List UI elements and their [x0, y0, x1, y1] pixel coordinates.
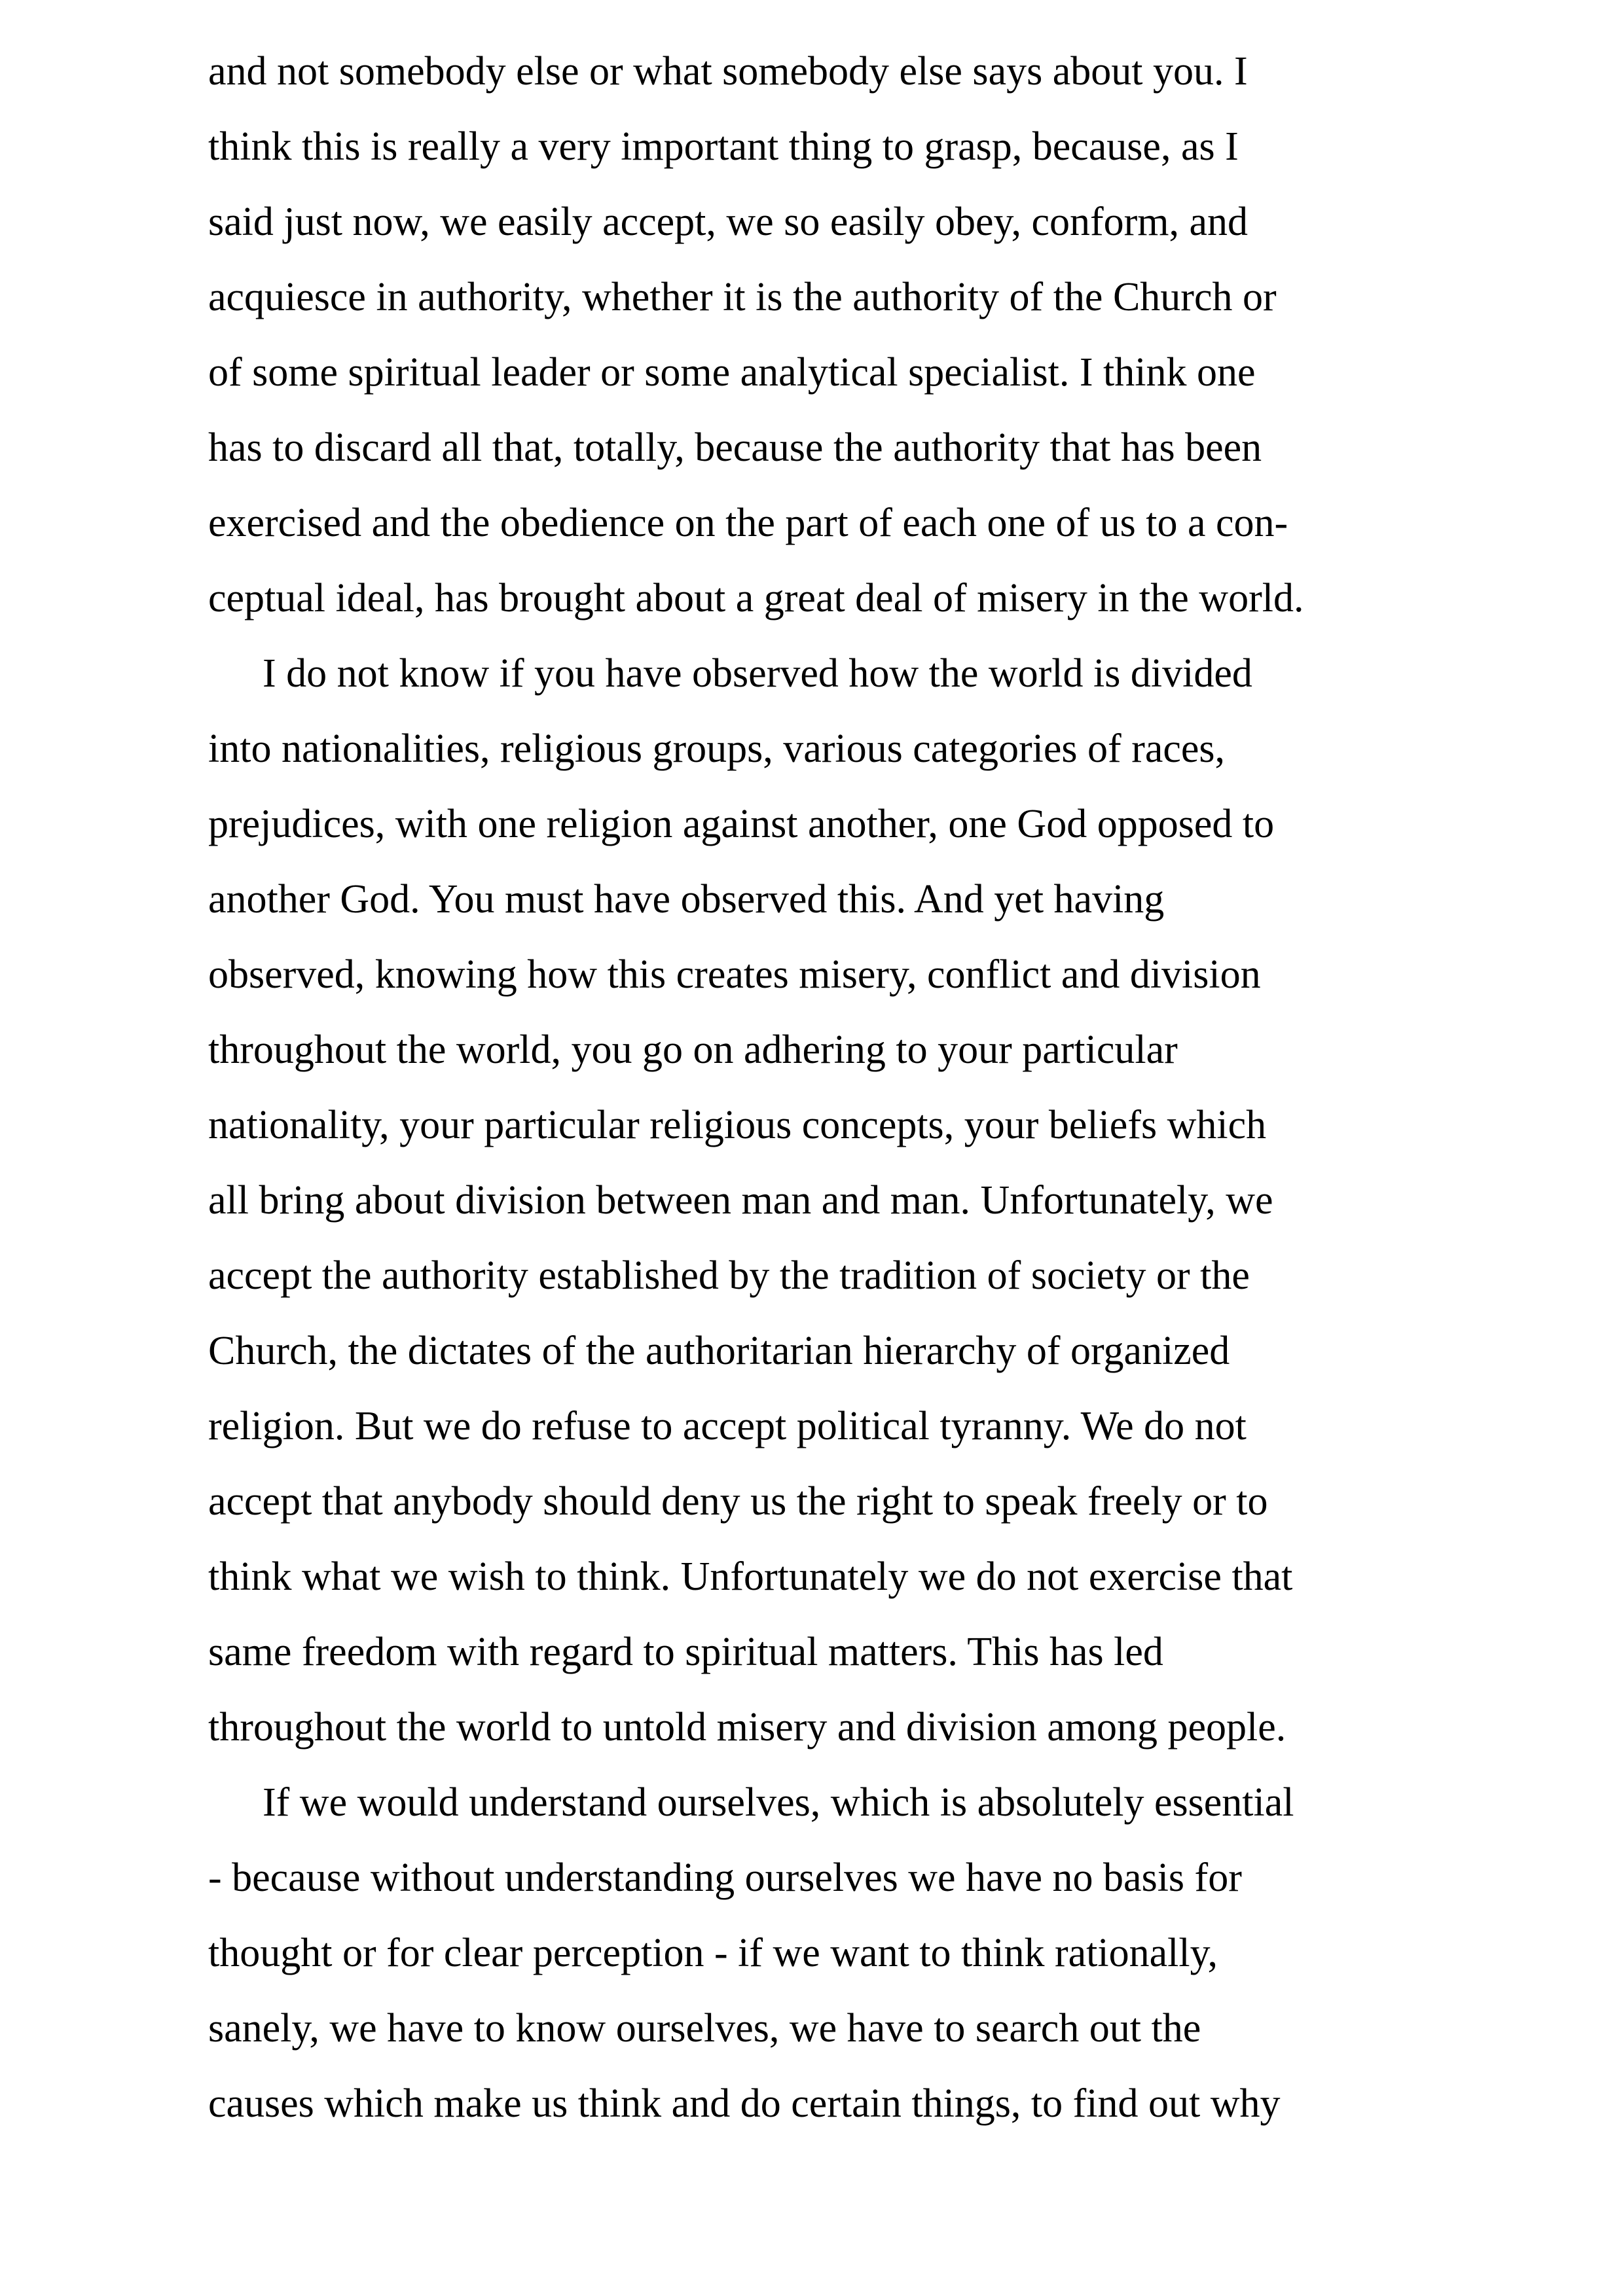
- text-line: throughout the world to untold misery and division among people.: [208, 1705, 1286, 1749]
- text-line: another God. You must have observed this. And yet having: [208, 877, 1165, 922]
- text-line: religion. But we do refuse to accept political tyranny. We do not: [208, 1404, 1247, 1448]
- text-line: prejudices, with one religion against another, one God opposed to: [208, 802, 1275, 846]
- text-line: same freedom with regard to spiritual matters. This has led: [208, 1630, 1163, 1674]
- text-line: causes which make us think and do certain things, to find out why: [208, 2081, 1281, 2126]
- paragraph-1: [208, 34, 1452, 636]
- text-line: acquiesce in authority, whether it is the authority of the Church or: [208, 275, 1277, 319]
- text-line: said just now, we easily accept, we so easily obey, conform, and: [208, 200, 1248, 244]
- text-line: exercised and the obedience on the part of each one of us to a con-: [208, 501, 1288, 545]
- text-line-indented: I do not know if you have observed how the world is divided: [263, 651, 1252, 696]
- text-line: think what we wish to think. Unfortunately we do not exercise that: [208, 1554, 1293, 1599]
- text-line: and not somebody else or what somebody else says about you. I: [208, 49, 1248, 94]
- text-line: - because without understanding ourselves we have no basis for: [208, 1856, 1242, 1900]
- text-line: accept the authority established by the tradition of society or the: [208, 1253, 1250, 1298]
- text-line: of some spiritual leader or some analytical specialist. I think one: [208, 350, 1256, 395]
- text-line: all bring about division between man and man. Unfortunately, we: [208, 1178, 1273, 1223]
- paragraph-3: [208, 1765, 1452, 2142]
- text-line: nationality, your particular religious concepts, your beliefs which: [208, 1103, 1267, 1147]
- text-line: throughout the world, you go on adhering to your particular: [208, 1028, 1178, 1072]
- text-line: into nationalities, religious groups, various categories of races,: [208, 726, 1226, 771]
- text-line-indented: If we would understand ourselves, which is absolutely essential: [263, 1780, 1294, 1825]
- text-line: observed, knowing how this creates misery, conflict and division: [208, 952, 1261, 997]
- text-line: sanely, we have to know ourselves, we have to search out the: [208, 2006, 1201, 2051]
- paragraph-2: [208, 636, 1452, 1765]
- text-line: accept that anybody should deny us the right to speak freely or to: [208, 1479, 1268, 1524]
- text-line: Church, the dictates of the authoritarian hierarchy of organized: [208, 1329, 1230, 1373]
- text-line: thought or for clear perception - if we want to think rationally,: [208, 1931, 1218, 1975]
- text-line: has to discard all that, totally, because the authority that has been: [208, 425, 1262, 470]
- text-line: think this is really a very important thing to grasp, because, as I: [208, 124, 1239, 169]
- body-text: [208, 34, 1452, 2142]
- text-line: ceptual ideal, has brought about a great deal of misery in the world.: [208, 576, 1304, 620]
